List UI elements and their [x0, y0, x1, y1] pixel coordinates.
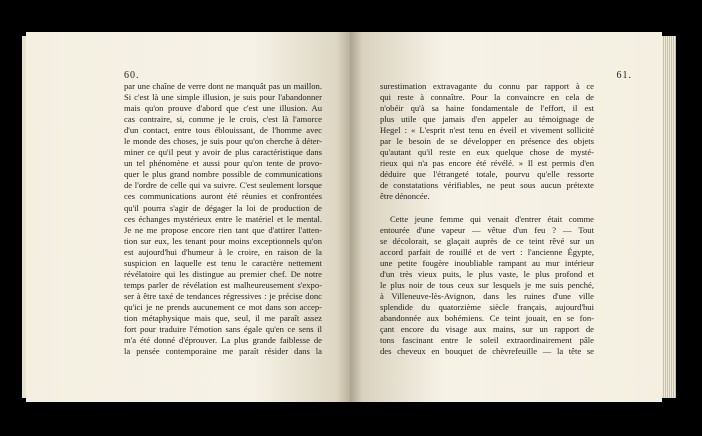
text-line: çant encore du visage aux mains, sur un rapport de [380, 323, 594, 334]
text-line: Je ne me propose encore rien tant que d'attirer l'atten- [124, 224, 322, 235]
text-line: plus utile que jamais d'en appeler au témoignage de [380, 114, 594, 125]
text-line: entourée d'une vapeur — vêtue d'un feu ? — Tout [380, 224, 594, 235]
left-page [26, 32, 350, 402]
text-line: d'un contact, entre tous éblouissant, de l'homme avec [124, 125, 322, 136]
text-line: se décolorait, se glaçait auprès de ce teint rêvé sur un [380, 235, 594, 246]
text-line: abandonnée aux bohémiens. Ce teint jouait, en se fon- [380, 312, 594, 323]
text-line: temps parler de révélation est malheureusement s'expo- [124, 279, 322, 290]
text-line: qu'ici je ne prends aucunement ce mot dans son accep- [124, 301, 322, 312]
text-line: n'obéir qu'à sa haine fondamentale de l'effort, il est [380, 103, 594, 114]
right-page-text [380, 81, 594, 357]
text-line: de l'ordre de celle qui va suivre. C'est seulement lorsque [124, 180, 322, 191]
text-line: révélatoire qui les distingue au premier chef. De notre [124, 268, 322, 279]
text-line: ces communications auront été réunies et confrontées [124, 191, 322, 202]
text-line: d'un très vieux puits, le plus vaste, le plus profond et [380, 268, 594, 279]
text-line: une petite fougère inoubliable rampant au mur intérieur [380, 257, 594, 268]
page-number-left: 60. [124, 70, 140, 81]
text-line: Cette jeune femme qui venait d'entrer était comme [390, 213, 594, 224]
text-line: ser à être taxé de tendances régressives : je précise donc [124, 290, 322, 301]
text-line: des cheveux en bouquet de chèvrefeuille — la tête se [380, 346, 594, 357]
text-line: ces échanges mystérieux entre le matériel et le mental. [124, 213, 322, 224]
text-line: quer le plus grand nombre possible de communications [124, 169, 322, 180]
text-line: rieux qui n'a pas encore été révélé. » Il est permis d'en [380, 158, 594, 169]
text-line: m'a été donné d'éprouver. La plus grande faiblesse de [124, 335, 322, 346]
text-line: le plus noir de tous ceux sur lesquels je me suis penché, [380, 279, 594, 290]
text-line: par une chaîne de verre dont ne manquât pas un maillon. [124, 81, 322, 91]
text-line: miner ce qu'il peut y avoir de plus caractéristique dans [124, 147, 322, 158]
text-line: tion métaphysique mais que, seul, il me paraît assez [124, 312, 322, 323]
text-line: suspicion en laquelle est tenu le caractère nettement [124, 257, 322, 268]
text-line: surestimation extravagante du connu par rapport à ce [380, 81, 594, 91]
text-line: un tel phénomène et aussi pour qu'on tente de provo- [124, 158, 322, 169]
text-line: être dénoncée. [380, 191, 430, 202]
text-line: splendide du quatorzième siècle français, aujourd'hui [380, 301, 594, 312]
left-page-text [124, 81, 322, 357]
text-line: fort pour traduire l'émotion sans égale qu'en ce sens il [124, 324, 322, 335]
text-line: est aujourd'hui d'humeur à le croire, en raison de la [124, 246, 322, 257]
page-number-right: 61. [616, 70, 632, 81]
text-line: Si c'est là une simple illusion, je suis pour l'abandonner [124, 92, 322, 103]
right-page [350, 32, 662, 402]
text-line: le monde des choses, je suis pour qu'on cherche à déter- [124, 136, 322, 147]
text-line: accord parfait de rouillé et de vert : l'ancienne Égypte, [380, 246, 594, 257]
text-line: cas contraire, si, comme je le crois, c'est là l'amorce [124, 114, 322, 125]
text-line: par le besoin de se développer en présence des objets [380, 136, 594, 147]
right-page-stack [662, 36, 676, 398]
text-line: déduire que l'étrangeté totale, pourvu qu'elle ressorte [380, 169, 594, 180]
text-line: mais qu'on prouve d'abord que c'est une illusion. Au [124, 103, 322, 114]
text-line: à Villeneuve-lès-Avignon, dans les ruines d'une ville [380, 290, 594, 301]
text-line: qu'il pourra s'agir de dégager la loi de production de [124, 202, 322, 213]
open-book [26, 32, 666, 402]
text-line: qu'autant qu'il reste en eux quelque chose de mysté- [380, 147, 594, 158]
text-line: tons fascinant entre le soleil extraordinairement pâle [380, 335, 594, 346]
text-line: qui reste à connaître. Pour la convaincre en cela de [380, 92, 594, 103]
text-line: Hegel : « L'esprit n'est tenu en éveil et vivement sollicité [380, 125, 594, 136]
text-line: tion sur eux, les tenant pour moins exceptionnels qu'on [124, 235, 322, 246]
text-line: la pensée contemporaine me paraît résider dans la [124, 346, 322, 357]
text-line: de constatations vérifiables, ne peut sous aucun prétexte [380, 180, 594, 191]
paragraph-gap [380, 203, 594, 214]
